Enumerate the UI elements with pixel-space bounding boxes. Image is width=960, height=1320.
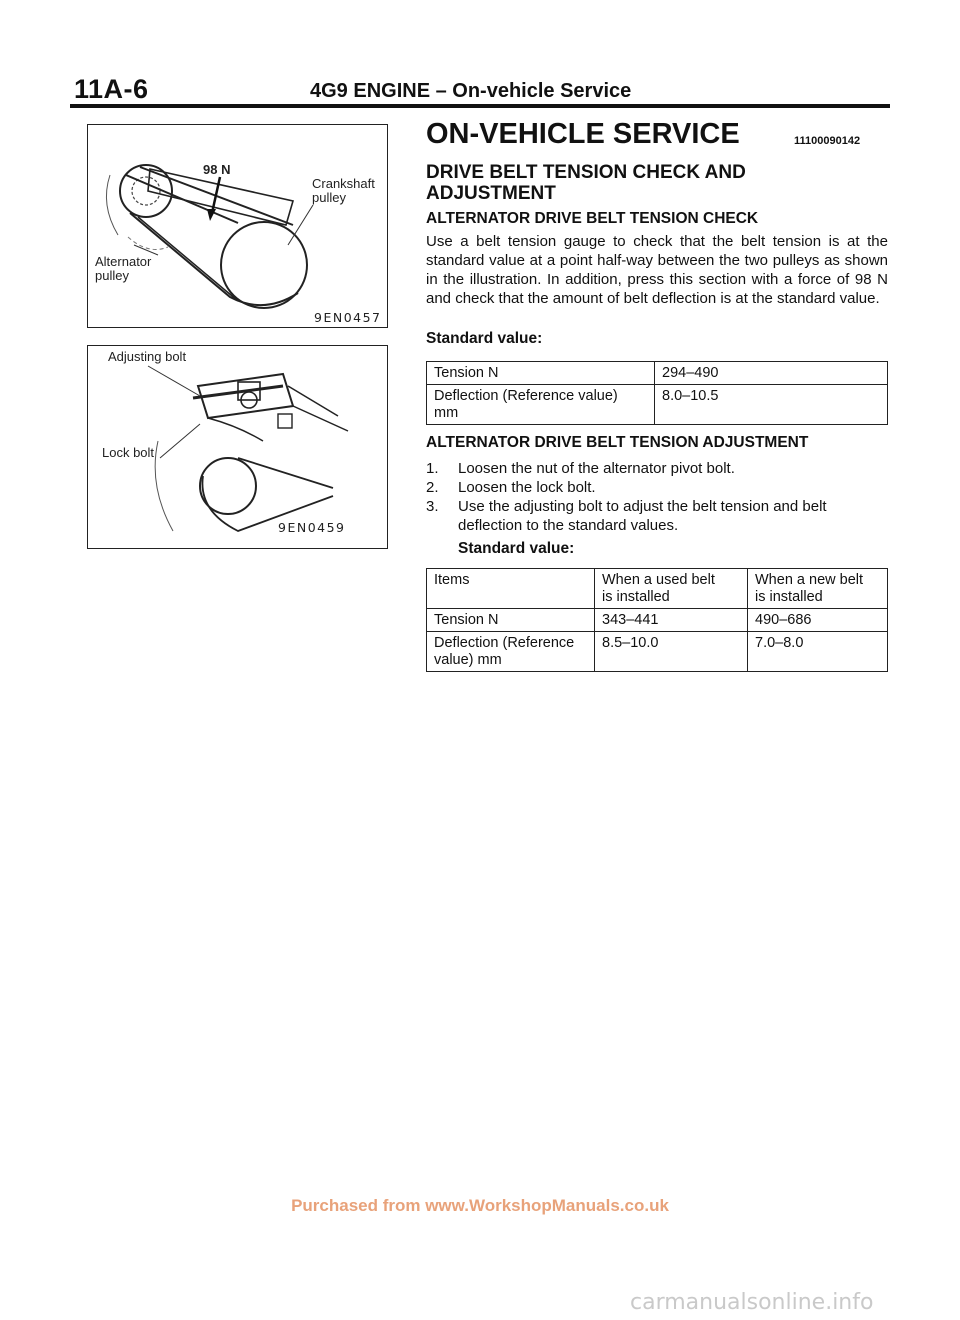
adjust-heading: ALTERNATOR DRIVE BELT TENSION ADJUSTMENT — [426, 434, 809, 451]
table-row — [427, 385, 888, 425]
page-header-title: 4G9 ENGINE – On-vehicle Service — [310, 80, 632, 102]
standard-value-label: Standard value: — [426, 330, 543, 347]
crankshaft-pulley-label: Crankshaft pulley — [312, 176, 375, 205]
section-title: ON-VEHICLE SERVICE — [426, 118, 740, 150]
adjust-spec-table — [426, 568, 888, 672]
figure-code: 9EN0459 — [278, 520, 346, 535]
step-number: 3. — [426, 498, 439, 515]
list-item — [426, 478, 888, 497]
column-header: When a used belt is installed — [595, 569, 748, 609]
step-text: Use the adjusting bolt to adjust the belt tension and belt deflection to the standard values. — [458, 498, 827, 534]
check-heading: ALTERNATOR DRIVE BELT TENSION CHECK — [426, 210, 759, 227]
step-text: Loosen the nut of the alternator pivot bolt. — [458, 460, 735, 477]
step-text: Loosen the lock bolt. — [458, 479, 596, 496]
table-cell: 294–490 — [655, 362, 888, 385]
adjust-steps — [426, 459, 888, 535]
table-row — [427, 362, 888, 385]
purchase-footer: Purchased from www.WorkshopManuals.co.uk — [291, 1196, 669, 1215]
step-number: 2. — [426, 479, 439, 496]
belt-tension-diagram — [88, 125, 388, 328]
section-subtitle: DRIVE BELT TENSION CHECK AND ADJUSTMENT — [426, 162, 746, 204]
standard-value-label: Standard value: — [458, 540, 575, 557]
column-header: When a new belt is installed — [748, 569, 888, 609]
check-body: Use a belt tension gauge to check that the belt tension is at the standard value at a point half-way between the two pulleys as shown in the illustration. In addition, press this section with a force of 98 N and check that the amount of belt deflection is at the standard value. — [426, 233, 888, 307]
adjusting-bolt-label: Adjusting bolt — [108, 349, 187, 364]
check-spec-table — [426, 361, 888, 425]
force-label: 98 N — [203, 162, 231, 177]
watermark: carmanualsonline.info — [630, 1290, 874, 1315]
list-item — [426, 497, 888, 535]
table-cell: 8.0–10.5 — [655, 385, 888, 425]
page-number: 11A-6 — [74, 74, 149, 104]
column-header: Items — [427, 569, 595, 609]
table-cell: Deflection (Reference value) mm — [427, 632, 595, 672]
header-rule — [70, 104, 890, 108]
belt-tension-figure — [87, 124, 388, 328]
alternator-pulley-label: Alternator pulley — [95, 254, 152, 283]
table-cell: Tension N — [427, 362, 655, 385]
table-cell: 7.0–8.0 — [748, 632, 888, 672]
table-cell: Deflection (Reference value) mm — [427, 385, 655, 425]
list-item — [426, 459, 888, 478]
table-cell: 490–686 — [748, 609, 888, 632]
step-number: 1. — [426, 460, 439, 477]
table-row — [427, 632, 888, 672]
table-cell: Tension N — [427, 609, 595, 632]
table-header-row — [427, 569, 888, 609]
adjusting-bolt-figure — [87, 345, 388, 549]
lock-bolt-label: Lock bolt — [102, 445, 155, 460]
table-cell: 8.5–10.0 — [595, 632, 748, 672]
figure-code: 9EN0457 — [314, 310, 382, 325]
table-cell: 343–441 — [595, 609, 748, 632]
table-row — [427, 609, 888, 632]
section-id: 11100090142 — [794, 135, 861, 147]
